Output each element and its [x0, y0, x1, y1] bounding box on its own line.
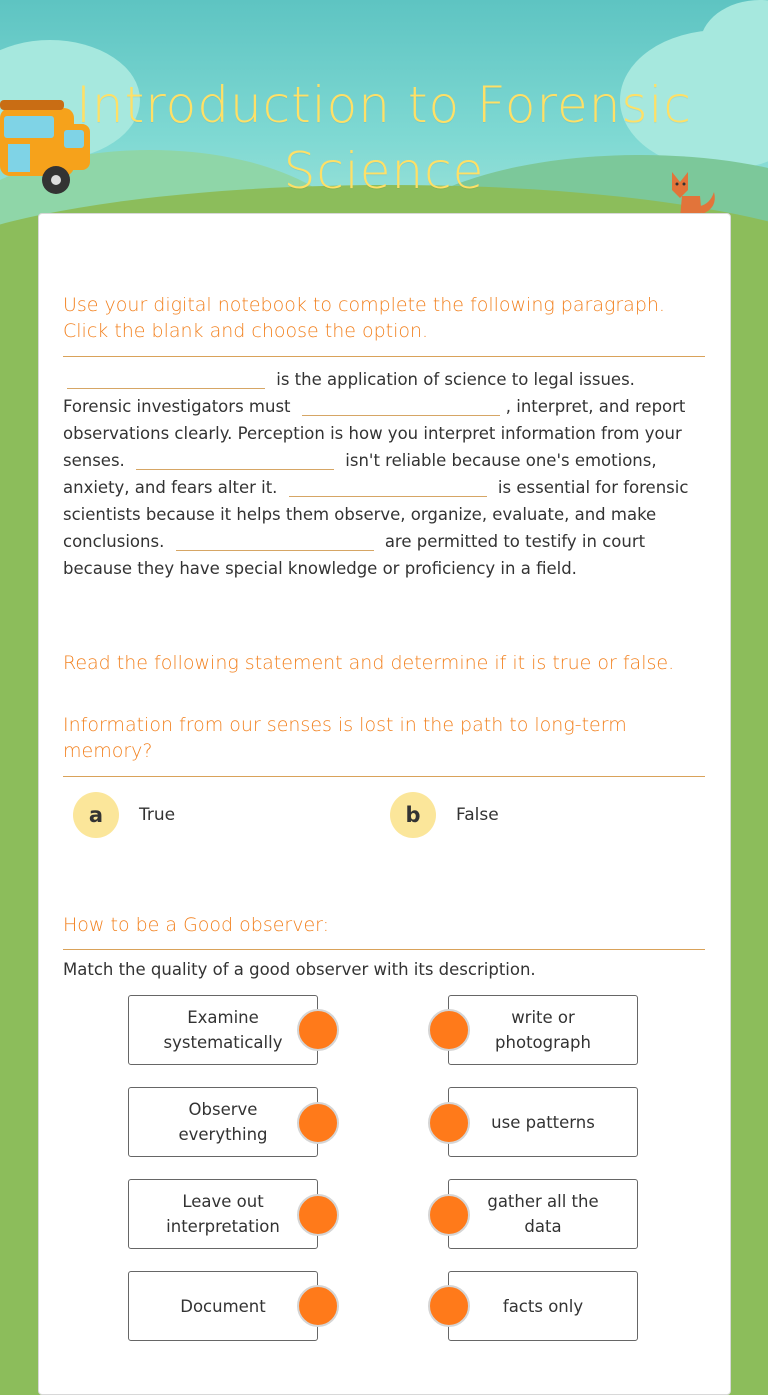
page-title: Introduction to Forensic Science — [76, 76, 692, 200]
paragraph-text-1: is the application of science to legal issues. Forensic investigators must — [63, 370, 635, 416]
section-title-observer: How to be a Good observer: — [63, 914, 330, 936]
match-connector-dot[interactable] — [297, 1009, 339, 1051]
paragraph-text-5: are permitted to testify in court because they have special knowledge or proficiency in a field. — [63, 532, 646, 578]
blank-2[interactable] — [302, 396, 500, 416]
option-label: False — [456, 805, 499, 825]
paragraph-text-2: , interpret, and report observations clearly. Perception is how you interpret information from your senses. — [63, 397, 686, 470]
worksheet-card — [38, 213, 731, 1395]
option-letter-badge: a — [73, 792, 119, 838]
blank-5[interactable] — [176, 531, 374, 551]
match-connector-dot[interactable] — [297, 1285, 339, 1327]
option-label: True — [139, 805, 176, 825]
section-title-paragraph: Use your digital notebook to complete the following paragraph. Click the blank and choose the option. — [63, 294, 665, 342]
match-right-item[interactable]: facts only — [448, 1271, 638, 1341]
match-connector-dot[interactable] — [297, 1102, 339, 1144]
divider — [63, 949, 705, 950]
section-title-true-false: Read the following statement and determine if it is true or false. — [63, 652, 675, 674]
match-connector-dot[interactable] — [297, 1194, 339, 1236]
option-b[interactable] — [390, 792, 499, 838]
match-connector-dot[interactable] — [428, 1102, 470, 1144]
divider — [63, 776, 705, 777]
match-right-item[interactable]: write or photograph — [448, 995, 638, 1065]
match-left-item[interactable]: Document — [128, 1271, 318, 1341]
fill-in-paragraph — [63, 366, 703, 582]
option-letter-badge: b — [390, 792, 436, 838]
match-left-item[interactable]: Observe everything — [128, 1087, 318, 1157]
blank-1[interactable] — [67, 369, 265, 389]
match-connector-dot[interactable] — [428, 1285, 470, 1327]
match-left-item[interactable]: Leave out interpretation — [128, 1179, 318, 1249]
match-connector-dot[interactable] — [428, 1194, 470, 1236]
match-instructions: Match the quality of a good observer with its description. — [63, 960, 536, 979]
divider — [63, 356, 705, 357]
paragraph-text-3: isn't reliable because one's emotions, anxiety, and fears alter it. — [63, 451, 657, 497]
paragraph-text-4: is essential for forensic scientists because it helps them observe, organize, evaluate, and make conclusions. — [63, 478, 689, 551]
match-left-item[interactable]: Examine systematically — [128, 995, 318, 1065]
match-right-item[interactable]: use patterns — [448, 1087, 638, 1157]
header-banner — [0, 0, 768, 230]
match-connector-dot[interactable] — [428, 1009, 470, 1051]
option-a[interactable] — [73, 792, 175, 838]
blank-3[interactable] — [136, 450, 334, 470]
blank-4[interactable] — [289, 477, 487, 497]
match-right-item[interactable]: gather all the data — [448, 1179, 638, 1249]
question-text: Information from our senses is lost in the path to long-term memory? — [63, 714, 627, 762]
